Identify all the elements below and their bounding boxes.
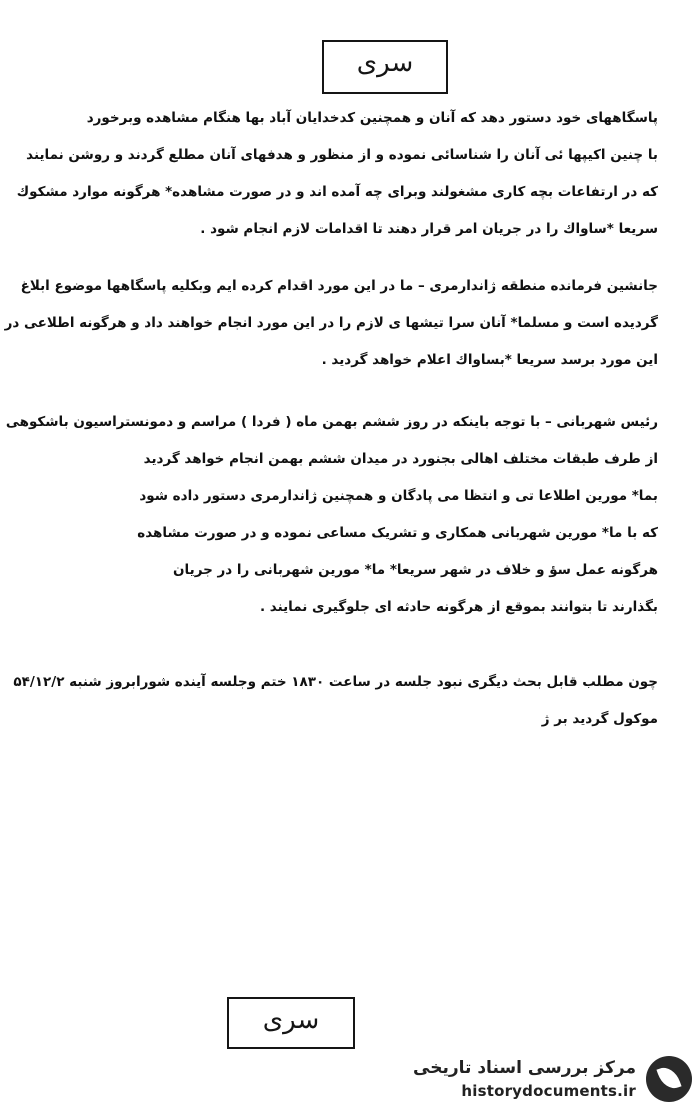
- paragraph-2: [4, 268, 658, 379]
- classification-stamp-top: [322, 40, 448, 94]
- paragraph-4: [13, 664, 658, 738]
- text-line: که در ارتفاعات بچه کاری مشغولند وبرای چه آمده اند و در صورت مشاهده* هرگونه موارد مشکوك: [16, 184, 658, 200]
- text-line: بما* مورین اطلاعا تی و انتظا می پادگان و همچنین ژاندارمری دستور داده شود: [139, 488, 658, 504]
- text-line: بگذارند تا بتوانند بموقع از هرگونه حادثه ای جلوگیری نمایند .: [259, 599, 658, 615]
- archive-logo: [402, 1054, 692, 1106]
- logo-url: historydocuments.ir: [461, 1082, 636, 1100]
- text-line: موکول گردید بر ژ: [541, 711, 658, 727]
- classification-stamp-bottom: [227, 997, 355, 1049]
- stamp-top-text: سری: [356, 48, 414, 78]
- text-line: با چنین اکیپها ئی آنان را شناسائی نموده و از منظور و هدفهای آنان مطلع گردند و روشن نمایند: [26, 147, 658, 163]
- paragraph-3: [5, 404, 658, 626]
- text-line: این مورد برسد سریعا *بساواك اعلام خواهد گردید .: [321, 352, 658, 368]
- text-line: از طرف طبقات مختلف اهالی بجنورد در میدان ششم بهمن انجام خواهد گردید: [143, 451, 658, 467]
- text-line: که با ما* مورین شهربانی همکاری و تشریک مساعی نموده و در صورت مشاهده: [137, 525, 658, 541]
- leaf-logo-icon: [646, 1056, 692, 1102]
- text-line: سریعا *ساواك را در جریان امر قرار دهند تا اقدامات لازم انجام شود .: [200, 221, 658, 237]
- text-line: پاسگاههای خود دستور دهد که آنان و همچنین کدخدایان آباد بها هنگام مشاهده وبرخورد: [86, 110, 658, 126]
- text-line: گردیده است و مسلما* آنان سرا تیشها ی لازم را در این مورد انجام خواهند داد و هرگونه اطلاعی در: [4, 315, 658, 331]
- text-line: چون مطلب قابل بحث دیگری نبود جلسه در ساعت ۱۸۳۰ ختم وجلسه آینده شورابروز شنبه ۵۴/۱۲/۲: [13, 674, 658, 690]
- logo-title: مرکز بررسی اسناد تاریخی: [413, 1058, 636, 1078]
- text-line: رئیس شهربانی – با توجه باینکه در روز ششم بهمن ماه ( فردا ) مراسم و دمونستراسیون باشکوهی: [5, 414, 658, 430]
- paragraph-1: [16, 100, 658, 248]
- text-line: جانشین فرمانده منطقه ژاندارمری – ما در این مورد اقدام کرده ایم وبکلیه پاسگاهها موضوع ابلاغ: [20, 278, 658, 294]
- text-line: هرگونه عمل سؤ و خلاف در شهر سریعا* ما* مورین شهربانی را در جریان: [173, 562, 658, 578]
- stamp-bottom-text: سری: [262, 1005, 320, 1035]
